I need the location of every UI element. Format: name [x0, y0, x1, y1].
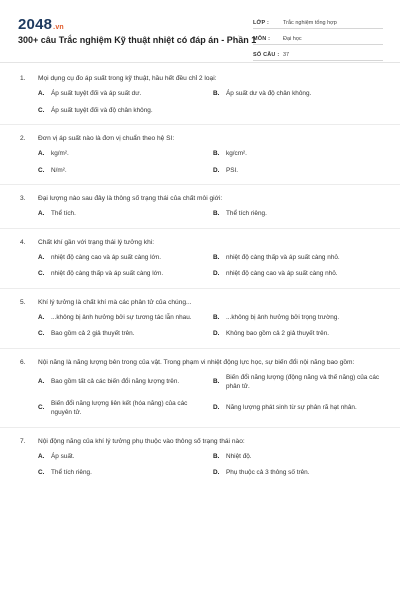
option-text: ...không bị ảnh hưởng bởi sự tương tác lẫn nhau. [51, 313, 192, 321]
question-stem [0, 357, 400, 368]
option-text: nhiệt độ càng cao và áp suất càng lớn. [51, 253, 162, 261]
meta-row-count [253, 46, 383, 61]
answer-option[interactable] [213, 149, 388, 159]
question-stem [0, 297, 400, 308]
answer-options [0, 313, 400, 339]
option-text: Nhiệt độ. [226, 452, 252, 460]
document-title: 300+ câu Trắc nghiệm Kỹ thuật nhiệt có đáp án - Phần 1 [18, 35, 257, 45]
answer-option[interactable] [38, 209, 213, 219]
option-letter: A. [38, 253, 45, 261]
meta-label: MÔN : [253, 36, 271, 42]
option-text: Bao gồm cả 2 giả thuyết trên. [51, 330, 135, 337]
meta-value: Đại học [283, 36, 302, 42]
question-text: Khí lý tưởng là chất khí mà các phân tử của chúng... [38, 298, 192, 306]
meta-row-class [253, 14, 383, 29]
option-text: Phụ thuộc cả 3 thông số trên. [226, 469, 310, 476]
option-letter: B. [213, 210, 220, 217]
answer-option[interactable] [213, 452, 388, 462]
question-text: Đại lượng nào sau đây là thông số trạng thái của chất môi giới: [38, 195, 223, 202]
answer-options [0, 452, 400, 478]
answer-option[interactable] [213, 89, 388, 99]
option-text: Bao gồm tất cả các biến đổi năng lượng trên. [51, 378, 180, 386]
answer-option[interactable] [38, 452, 213, 462]
answer-option[interactable] [213, 253, 388, 263]
option-text: N/m². [51, 166, 67, 174]
question-stem [0, 436, 400, 447]
option-letter: C. [38, 106, 45, 114]
answer-option[interactable] [213, 209, 388, 219]
answer-option[interactable] [38, 399, 213, 418]
header-divider [0, 62, 400, 63]
question-number: 4. [20, 238, 26, 246]
option-text: Biến đổi năng lượng (động năng và thế năng) của các phân tử. [226, 373, 380, 390]
answer-option[interactable] [38, 89, 213, 99]
question-list [0, 73, 400, 478]
answer-option[interactable] [213, 373, 388, 392]
answer-option[interactable] [38, 106, 213, 116]
question-7 [0, 436, 400, 478]
option-text: nhiệt độ càng cao và áp suất càng nhỏ. [226, 270, 338, 277]
question-divider [0, 124, 400, 125]
option-letter: A. [38, 452, 45, 460]
question-divider [0, 228, 400, 229]
option-text: kg/cm². [226, 150, 247, 157]
question-text: Mọi dụng cụ đo áp suất trong kỹ thuật, hầu hết đều chỉ 2 loại: [38, 75, 217, 82]
question-number: 1. [20, 75, 26, 82]
option-letter: A. [38, 313, 45, 321]
option-text: nhiệt độ càng thấp và áp suất càng nhỏ. [226, 253, 340, 261]
option-text: Không bao gồm cả 2 giả thuyết trên. [226, 330, 330, 337]
question-5 [0, 297, 400, 349]
answer-option[interactable] [213, 399, 388, 418]
option-text: ...không bị ảnh hưởng bởi trọng trường. [226, 313, 340, 321]
option-text: Áp suất tuyệt đối và áp suất dư. [51, 90, 142, 97]
option-letter: A. [38, 378, 45, 386]
option-text: Thể tích riêng. [51, 469, 92, 476]
question-stem [0, 193, 400, 204]
question-text: Đơn vị áp suất nào là đơn vị chuẩn theo hệ SI: [38, 135, 175, 142]
question-number: 3. [20, 195, 26, 202]
option-letter: D. [213, 270, 220, 277]
question-6 [0, 357, 400, 428]
answer-option[interactable] [38, 373, 213, 392]
question-divider [0, 348, 400, 349]
option-text: Áp suất dư và độ chân không. [226, 90, 312, 97]
site-logo[interactable] [18, 16, 64, 33]
question-number: 5. [20, 298, 26, 306]
option-letter: D. [213, 330, 220, 337]
option-text: Thể tích. [51, 210, 76, 217]
answer-options [0, 209, 400, 219]
meta-label: SỐ CÂU : [253, 52, 280, 58]
question-4 [0, 237, 400, 289]
option-letter: D. [213, 469, 220, 476]
option-letter: D. [213, 166, 220, 174]
question-number: 6. [20, 358, 26, 366]
question-3 [0, 193, 400, 229]
option-letter: A. [38, 150, 45, 157]
answer-options [0, 253, 400, 279]
question-stem [0, 237, 400, 248]
option-letter: A. [38, 90, 45, 97]
meta-label: LỚP : [253, 20, 269, 26]
option-text: Năng lượng phát sinh từ sự phân rã hạt nhân. [226, 404, 357, 412]
option-text: Áp suất tuyệt đối và độ chân không. [51, 106, 153, 114]
question-text: Nội động năng của khí lý tưởng phụ thuộc vào thông số trạng thái nào: [38, 437, 245, 445]
question-stem [0, 133, 400, 144]
answer-option[interactable] [38, 253, 213, 263]
option-letter: C. [38, 270, 45, 277]
option-letter: C. [38, 404, 45, 412]
document-meta [253, 14, 383, 62]
answer-option[interactable] [38, 329, 213, 339]
question-2 [0, 133, 400, 185]
option-text: nhiệt độ càng thấp và áp suất càng lớn. [51, 270, 164, 277]
option-text: Biến đổi năng lượng liên kết (hóa năng) của các nguyên tử. [51, 399, 188, 416]
option-letter: C. [38, 469, 45, 476]
logo-suffix: .vn [53, 24, 64, 31]
answer-option[interactable] [38, 149, 213, 159]
question-divider [0, 288, 400, 289]
meta-value: Trắc nghiệm tổng hợp [283, 20, 337, 26]
option-text: Thể tích riêng. [226, 210, 267, 217]
option-text: kg/m². [51, 150, 69, 157]
answer-options [0, 373, 400, 418]
question-stem [0, 73, 400, 84]
option-letter: B. [213, 90, 220, 97]
answer-options [0, 149, 400, 175]
answer-option[interactable] [213, 329, 388, 339]
meta-row-subject [253, 30, 383, 45]
meta-value: 37 [283, 52, 290, 58]
option-letter: B. [213, 313, 220, 321]
option-text: PSI. [226, 166, 239, 174]
question-1 [0, 73, 400, 125]
question-text: Chất khí gần với trạng thái lý tưởng khi: [38, 238, 155, 246]
option-text: Áp suất. [51, 452, 75, 460]
question-number: 7. [20, 437, 26, 445]
option-letter: B. [213, 150, 220, 157]
answer-option[interactable] [213, 468, 388, 478]
option-letter: B. [213, 253, 220, 261]
option-letter: C. [38, 166, 45, 174]
answer-option[interactable] [38, 468, 213, 478]
answer-option[interactable] [38, 313, 213, 323]
question-number: 2. [20, 135, 26, 142]
answer-option[interactable] [213, 313, 388, 323]
option-letter: B. [213, 452, 220, 460]
option-letter: B. [213, 378, 220, 386]
question-text: Nội năng là năng lượng bên trong của vật. Trong phạm vi nhiệt động lực học, sự biến đổi nội năng bao gồm: [38, 358, 355, 366]
option-letter: A. [38, 210, 45, 217]
answer-option[interactable] [213, 269, 388, 279]
answer-options [0, 89, 400, 115]
answer-option[interactable] [38, 269, 213, 279]
question-divider [0, 184, 400, 185]
option-letter: D. [213, 404, 220, 412]
answer-option[interactable] [38, 166, 213, 176]
question-divider [0, 427, 400, 428]
option-letter: C. [38, 330, 45, 337]
logo-text: 2048 [18, 16, 53, 33]
answer-option[interactable] [213, 166, 388, 176]
